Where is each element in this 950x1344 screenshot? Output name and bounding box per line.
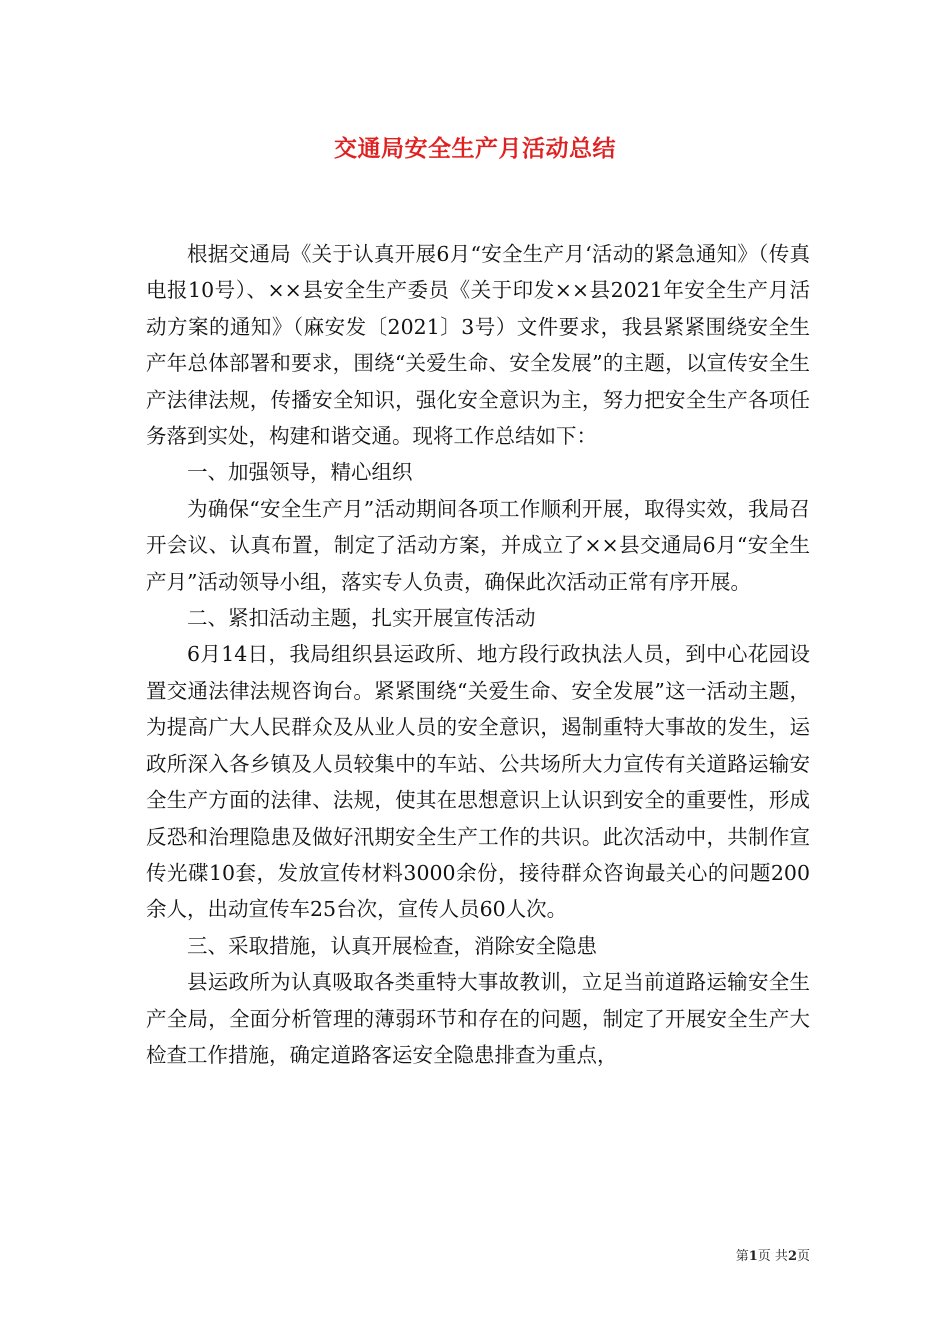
footer-middle: 页 共 bbox=[757, 1249, 788, 1264]
document-body bbox=[146, 236, 810, 1073]
page-number-footer bbox=[700, 1248, 810, 1266]
section-paragraph-3: 县运政所为认真吸取各类重特大事故教训，立足当前道路运输安全生产全局，全面分析管理的薄弱环节和存在的问题，制定了开展安全生产大检查工作措施，确定道路客运安全隐患排查为重点， bbox=[146, 970, 810, 1067]
section-heading-3: 三、采取措施，认真开展检查，消除安全隐患 bbox=[187, 933, 597, 958]
section-paragraph-2: 6月14日，我局组织县运政所、地方段行政执法人员，到中心花园设置交通法律法规咨询台。紧紧围绕“关爱生命、安全发展”这一活动主题，为提高广大人民群众及从业人员的安全意识，遏制重特大事故的发生，运政所深入各乡镇及人员较集中的车站、公共场所大力宣传有关道路运输安全生产方面的法律、法规，使其在思想意识上认识到安全的重要性，形成反恐和治理隐患及做好汛期安全生产工作的共识。此次活动中，共制作宣传光碟10套，发放宣传材料3000余份，接待群众咨询最关心的问题200余人，出动宣传车25台次，宣传人员60人次。 bbox=[146, 642, 810, 922]
current-page-number: 1 bbox=[748, 1249, 758, 1264]
total-page-number: 2 bbox=[787, 1249, 797, 1264]
footer-suffix: 页 bbox=[796, 1249, 810, 1264]
intro-paragraph: 根据交通局《关于认真开展6月“安全生产月‘活动的紧急通知》（传真电报10号）、××县安全生产委员《关于印发××县2021年安全生产月活动方案的通知》（麻安发〔2021〕3号）文件要求，我县紧紧围绕安全生产年总体部署和要求，围绕“关爱生命、安全发展”的主题，以宣传安全生产法律法规，传播安全知识，强化安全意识为主，努力把安全生产各项任务落到实处，构建和谐交通。现将工作总结如下： bbox=[146, 242, 810, 449]
footer-prefix: 第 bbox=[735, 1249, 749, 1264]
document-title: 交通局安全生产月活动总结 bbox=[334, 135, 616, 162]
section-heading-2: 二、紧扣活动主题，扎实开展宣传活动 bbox=[187, 606, 536, 631]
section-heading-1: 一、加强领导，精心组织 bbox=[187, 460, 413, 485]
section-paragraph-1: 为确保“安全生产月”活动期间各项工作顺利开展，取得实效，我局召开会议、认真布置，制定了活动方案，并成立了××县交通局6月“安全生产月”活动领导小组，落实专人负责，确保此次活动正常有序开展。 bbox=[146, 496, 810, 594]
